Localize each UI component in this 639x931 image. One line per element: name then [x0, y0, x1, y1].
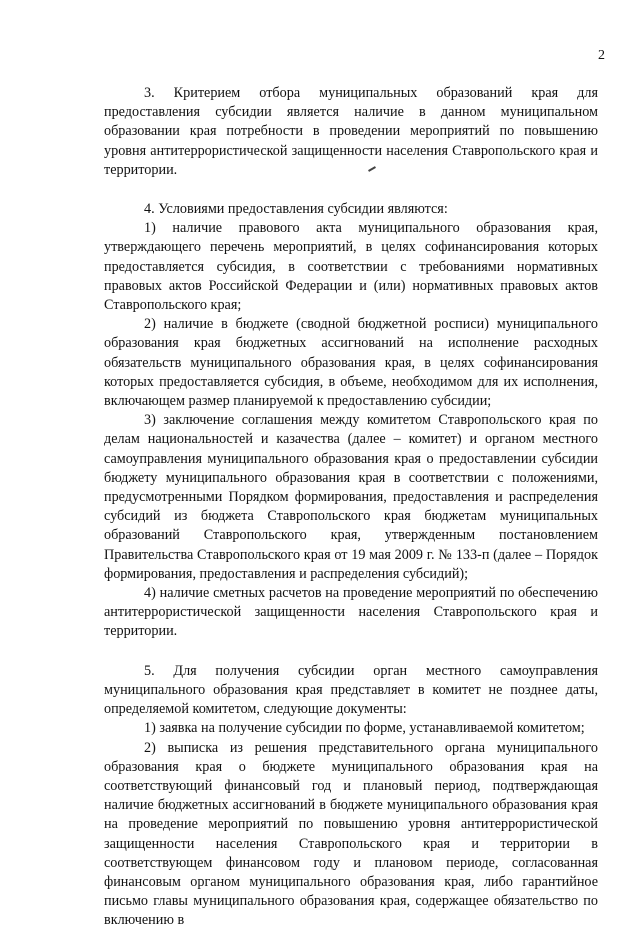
paragraph-condition-2: 2) наличие в бюджете (сводной бюджетной росписи) муниципального образования края бюджетных ассигнований на исполнение расходных обязательств муниципального образования края, в целях софинансирования которых предоставляется субсидия, в объеме, необходимом для их исполнения, включающем размер планируемой к предоставлению субсидии;: [104, 316, 598, 410]
paragraph-conditions-heading: 4. Условиями предоставления субсидии являются:: [144, 201, 448, 218]
paragraph-condition-3: 3) заключение соглашения между комитетом Ставропольского края по делам национальностей и казачества (далее – комитет) и органом местного самоуправления муниципального образования края о предоставлении субсидии бюджету муниципального образования края в соответствии с положениями, предусмотренными Порядком формирования, предоставления и распределения субсидий из бюджета Ставропольского края бюджетам муниципальных образований Ставропольского края, утвержденным постановлением Правительства Ставропольского края от 19 мая 2009 г. № 133-п (далее – Порядок формирования, предоставления и распределения субсидий);: [104, 412, 598, 582]
document-body: [104, 84, 598, 931]
paragraph-condition-1: 1) наличие правового акта муниципального образования края, утверждающего перечень мероприятий, в целях софинансирования которых предоставляется субсидия, в соответствии с требованиями нормативных правовых актов Российской Федерации и (или) нормативных правовых актов Ставропольского края;: [104, 220, 598, 314]
paragraph-criteria: 3. Критерием отбора муниципальных образований края для предоставления субсидии является наличие в данном муниципальном образовании края потребности в проведении мероприятий по повышению уровня антитеррористической защищенности населения Ставропольского края и территории.: [104, 85, 598, 178]
page-number: 2: [598, 48, 605, 63]
paragraph-gap: [104, 642, 598, 662]
paragraph-documents-heading: 5. Для получения субсидии орган местного самоуправления муниципального образования края представляет в комитет не позднее даты, определяемой комитетом, следующие документы:: [104, 662, 598, 718]
paragraph-document-1: 1) заявка на получение субсидии по форме, устанавливаемой комитетом;: [144, 720, 585, 737]
paragraph-condition-4: 4) наличие сметных расчетов на проведение мероприятий по обеспечению антитеррористической защищенности населения Ставропольского края и территории.: [104, 585, 598, 640]
paragraph-document-2: 2) выписка из решения представительного органа муниципального образования края о бюджете муниципального образования края на соответствующий финансовый год и плановый период, подтверждающая наличие бюджетных ассигнований в бюджете муниципального образования края на проведение мероприятий по повышению уровня антитеррористической защищенности населения Ставропольского края и территории в соответствующем финансовом году и плановом периоде, согласованная финансовым органом муниципального образования края, либо гарантийное письмо главы муниципального образования края, содержащее обязательство по включению в: [104, 739, 598, 929]
paragraph-gap: [104, 180, 598, 200]
